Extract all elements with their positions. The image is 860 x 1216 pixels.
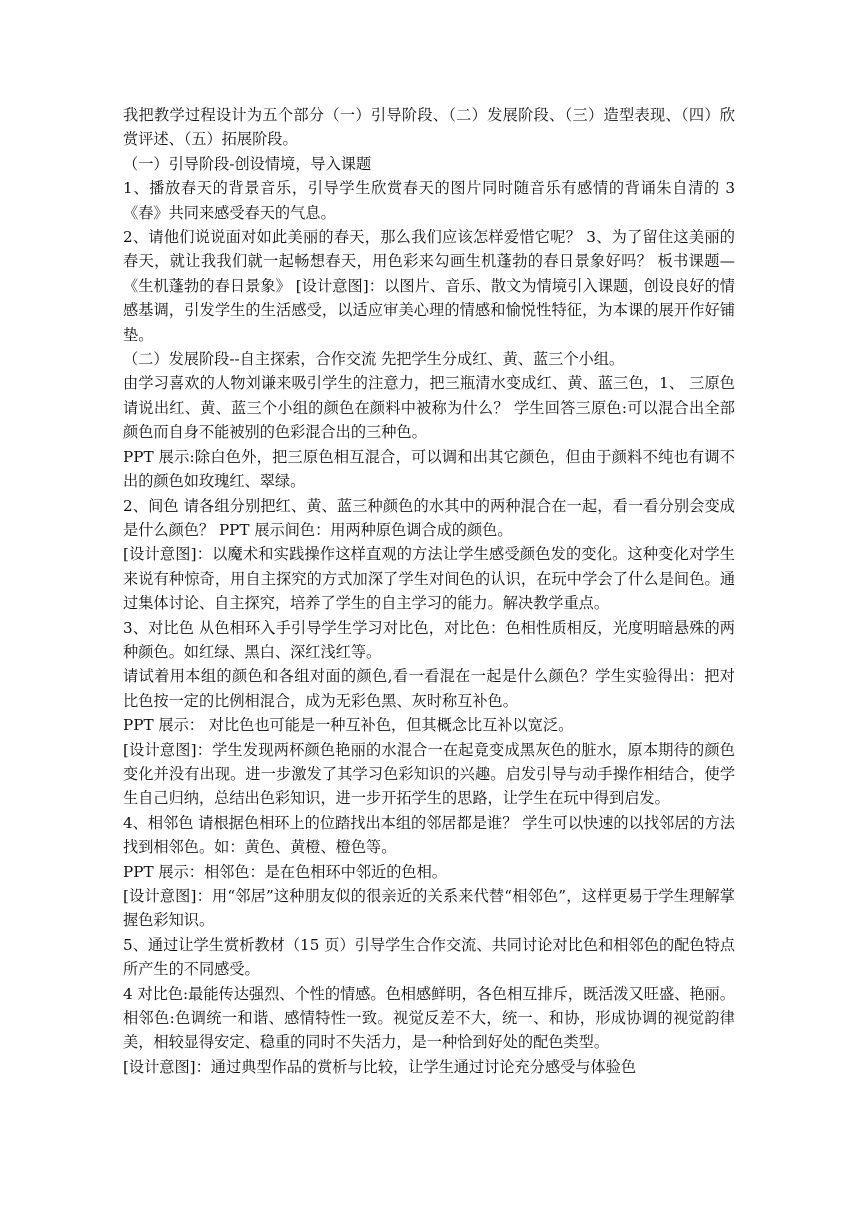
paragraph: PPT 展示：相邻色：是在色相环中邻近的色相。 [123,862,447,881]
design-intent-paragraph: [设计意图]：用“邻居”这种朋友似的很亲近的关系来代替“相邻色”，这样更易于学生理解掌握色彩知识。 [123,887,735,930]
paragraph: 请试着用本组的颜色和各组对面的颜色,看一看混在一起是什么颜色？学生实验得出：把对比色按一定的比例相混合，成为无彩色黑、灰时称互补色。 [123,667,735,710]
paragraph: 4、相邻色 请根据色相环上的位踏找出本组的邻居都是谁？ 学生可以快速的以找邻居的方法找到相邻色。如：黄色、黄橙、橙色等。 [123,813,735,857]
paragraph-intro: 我把教学过程设计为五个部分（一）引导阶段、（二）发展阶段、（三）造型表现、（四）欣赏评述、（五）拓展阶段。 [123,106,735,149]
paragraph: PPT 展示:除白色外，把三原色相互混合，可以调和出其它颜色，但由于颜料不纯也有调不出的颜色如玫瑰红、翠绿。 [123,447,735,491]
paragraph: 2、间色 请各组分别把红、黄、蓝三种颜色的水其中的两种混合在一起，看一看分别会变成是什么颜色？ PPT 展示间色：用两种原色调合成的颜色。 [123,496,735,539]
paragraph: 由学习喜欢的人物刘谦来吸引学生的注意力，把三瓶清水变成红、黄、蓝三色，1、 三原色 请说出红、黄、蓝三个小组的颜色在颜料中被称为什么？ 学生回答三原色:可以混合出全部颜色而自身不能被别的色彩混合出的三种色。 [123,374,735,442]
paragraph: 3、对比色 从色相环入手引导学生学习对比色，对比色：色相性质相反，光度明暗悬殊的两种颜色。如红绿、黑白、深红浅红等。 [123,618,735,661]
design-intent-paragraph: [设计意图]：学生发现两杯颜色艳丽的水混合一在起竟变成黑灰色的脏水，原本期待的颜色变化并没有出现。进一步激发了其学习色彩知识的兴趣。启发引导与动手操作相结合，使学生自己归纳，总结出色彩知识，进一步开拓学生的思路，让学生在玩中得到启发。 [123,740,735,808]
paragraph: 2、请他们说说面对如此美丽的春天，那么我们应该怎样爱惜它呢？ 3、为了留住这美丽的春天，就让我我们就一起畅想春天，用色彩来勾画生机蓬勃的春日景象好吗？ 板书课题—《生机蓬勃的春日景象》 [设计意图]：以图片、音乐、散文为情境引入课题，创设良好的情感基调，引发学生的生活感受，以适应审美心理的情感和愉悦性特征，为本课的展开作好铺垫。 [123,228,735,344]
design-intent-paragraph: [设计意图]：以魔术和实践操作这样直观的方法让学生感受颜色发的变化。这种变化对学生来说有种惊奇，用自主探究的方式加深了学生对间色的认识，在玩中学会了什么是间色。通过集体讨论、自主探究，培养了学生的自主学习的能力。解决教学重点。 [123,545,735,613]
document-body [123,103,735,1079]
paragraph: PPT 展示： 对比色也可能是一种互补色，但其概念比互补以宽泛。 [123,716,574,735]
section-heading-1: （一）引导阶段-创设情境，导入课题 [123,154,372,173]
design-intent-paragraph: [设计意图]：通过典型作品的赏析与比较，让学生通过讨论充分感受与体验色 [123,1057,637,1076]
paragraph: 相邻色:色调统一和谐、感情特性一致。视觉反差不大，统一、和协，形成协调的视觉韵律美，相较显得安定、稳重的同时不失活力，是一种恰到好处的配色类型。 [123,1009,735,1052]
paragraph: 5、通过让学生赏析教材（15 页）引导学生合作交流、共同讨论对比色和相邻色的配色特点所产生的不同感受。 [123,935,735,979]
paragraph: 1、播放春天的背景音乐，引导学生欣赏春天的图片同时随音乐有感情的背诵朱自清的 3 《春》共同来感受春天的气息。 [123,179,735,222]
section-heading-2: （二）发展阶段--自主探索，合作交流 先把学生分成红、黄、蓝三个小组。 [123,350,625,369]
paragraph: 4 对比色:最能传达强烈、个性的情感。色相感鲜明，各色相互排斥，既活泼又旺盛、艳丽。 [123,984,735,1003]
